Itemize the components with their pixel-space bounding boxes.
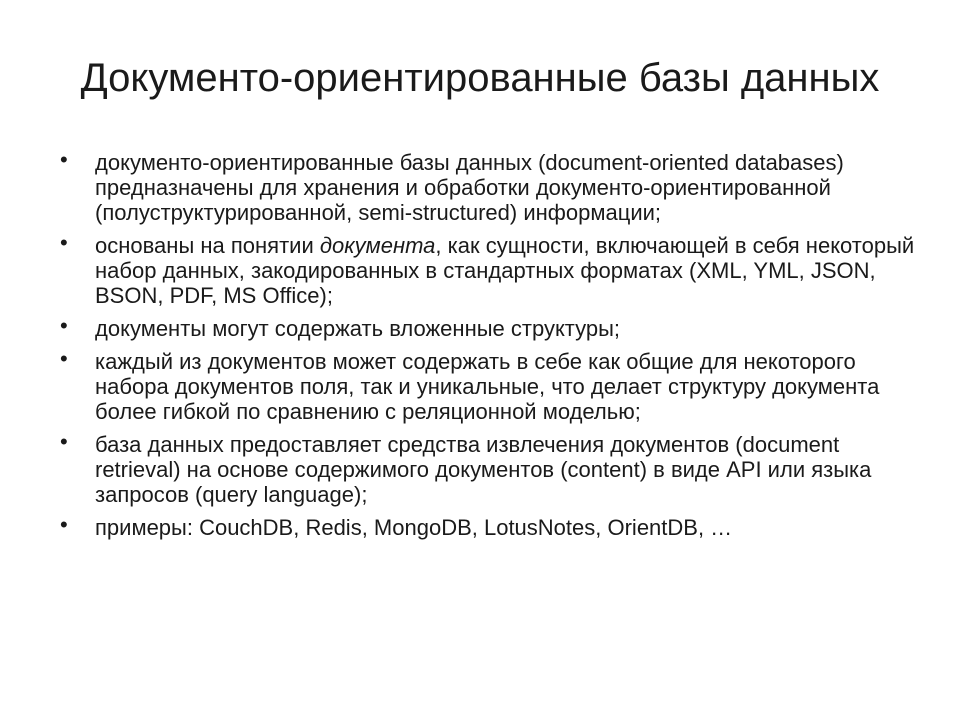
bullet-text: документо-ориентированные базы данных (document-oriented databases) предназначены для хранения и обработки документо-ориентированной (полуструктурированной, semi-structured) информации;	[95, 150, 844, 225]
bullet-text: каждый из документов может содержать в себе как общие для некоторого набора документов поля, так и уникальные, что делает структуру документа более гибкой по сравнению с реляционной моделью;	[95, 349, 880, 424]
bullet-item-2	[60, 230, 920, 308]
bullet-dot-icon: •	[60, 429, 68, 454]
bullet-emphasis: документа	[319, 233, 436, 258]
bullet-item-3	[60, 313, 920, 341]
bullet-item-4	[60, 346, 920, 424]
bullet-item-6	[60, 512, 920, 540]
bullet-text: примеры: CouchDB, Redis, MongoDB, LotusNotes, OrientDB, …	[95, 515, 733, 540]
slide-title: Документо-ориентированные базы данных	[80, 56, 880, 100]
bullet-text-after: , как сущности, включающей в себя некоторый набор данных, закодированных в стандартных форматах (XML, YML, JSON, BSON, PDF, MS Office);	[95, 233, 915, 308]
bullet-dot-icon: •	[60, 147, 68, 172]
bullet-item-5	[60, 429, 920, 507]
bullet-dot-icon: •	[60, 230, 68, 255]
bullet-dot-icon: •	[60, 346, 68, 371]
bullet-dot-icon: •	[60, 313, 68, 338]
bullet-item-1	[60, 147, 920, 225]
bullet-dot-icon: •	[60, 512, 68, 537]
bullet-text-before: основаны на понятии	[95, 233, 320, 258]
bullet-text: база данных предоставляет средства извлечения документов (document retrieval) на основе содержимого документов (content) в виде API или языка запросов (query language);	[95, 432, 872, 507]
bullet-list	[60, 147, 920, 548]
bullet-text: документы могут содержать вложенные структуры;	[95, 316, 621, 341]
